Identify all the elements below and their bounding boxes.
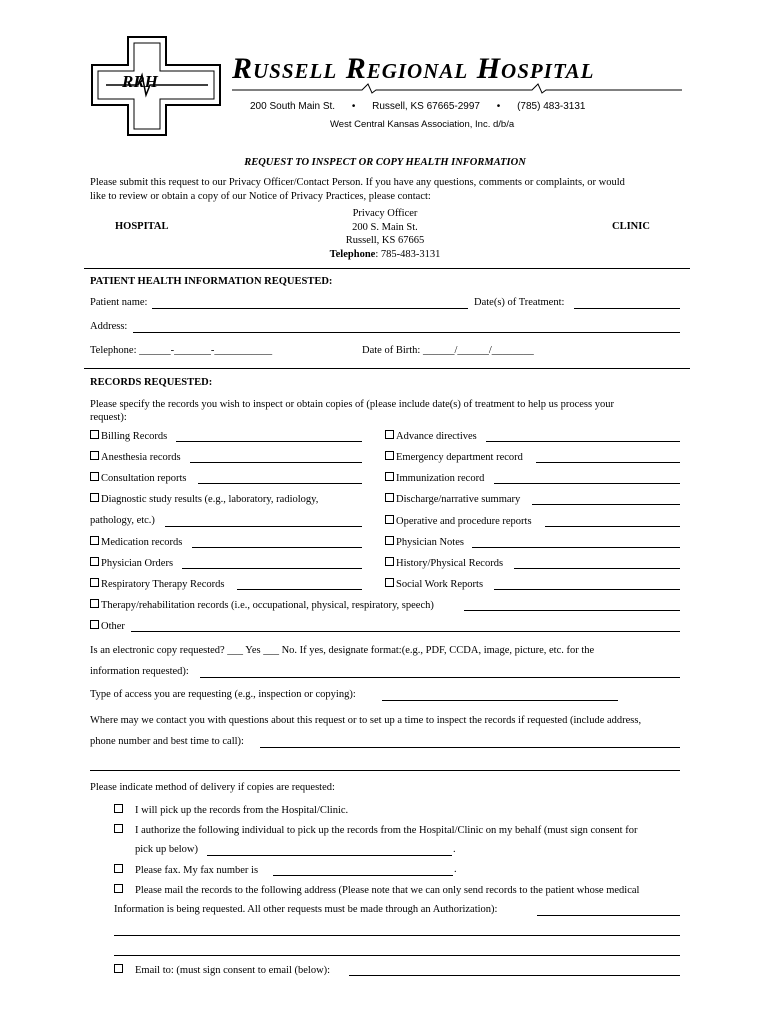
records-instructions-2: request): <box>90 412 127 423</box>
address-label: Address: <box>90 321 128 332</box>
contact-street: 200 S. Main St. <box>352 221 418 233</box>
patient-name-field[interactable] <box>152 308 468 309</box>
checkbox[interactable] <box>114 964 123 973</box>
checkbox[interactable] <box>385 578 394 587</box>
hospital-name: Russell Regional Hospital <box>232 52 595 85</box>
checkbox[interactable] <box>90 472 99 481</box>
access-type-label: Type of access you are requesting (e.g., inspection or copying): <box>90 689 356 700</box>
privacy-contact <box>285 207 485 261</box>
checkbox[interactable] <box>385 472 394 481</box>
intro-text-1: Please submit this request to our Privacy Officer/Contact Person. If you have any questions, comments or complaints, or would <box>90 177 625 188</box>
contact-title: Privacy Officer <box>352 208 418 219</box>
checkbox[interactable] <box>90 451 99 460</box>
records-heading: RECORDS REQUESTED: <box>90 377 213 388</box>
association-line: West Central Kansas Association, Inc. d/b/a <box>330 119 515 130</box>
logo-monogram: RRH <box>122 72 158 91</box>
contact-question-2: phone number and best time to call): <box>90 736 244 747</box>
heartbeat-line <box>232 82 682 94</box>
record-immunization[interactable]: Immunization record <box>385 472 484 484</box>
checkbox[interactable] <box>385 536 394 545</box>
checkbox[interactable] <box>114 824 123 833</box>
contact-question-1: Where may we contact you with questions about this request or to set up a time to inspect the records if requested (include address, <box>90 715 642 726</box>
checkbox[interactable] <box>90 620 99 629</box>
email-line[interactable] <box>349 975 680 976</box>
delivery-mail-cont: Information is being requested. All other requests must be made through an Authorization): <box>114 904 498 915</box>
mail-address-line-3[interactable] <box>114 955 680 956</box>
checkbox[interactable] <box>114 864 123 873</box>
record-discharge-line[interactable] <box>532 504 680 505</box>
checkbox[interactable] <box>90 578 99 587</box>
period: . <box>454 864 457 875</box>
record-medication[interactable]: Medication records <box>90 536 182 548</box>
delivery-heading: Please indicate method of delivery if copies are requested: <box>90 782 335 793</box>
checkbox[interactable] <box>385 493 394 502</box>
checkbox[interactable] <box>385 557 394 566</box>
telephone-field[interactable]: Telephone: ______-_______-___________ <box>90 345 273 356</box>
electronic-copy-question[interactable]: Is an electronic copy requested? ___ Yes ___ No. If yes, designate format:(e.g., PDF, CCDA, image, picture, etc. for the <box>90 645 595 656</box>
fax-number-line[interactable] <box>273 875 453 876</box>
record-diagnostic[interactable]: Diagnostic study results (e.g., laboratory, radiology, <box>90 493 318 505</box>
electronic-format-line[interactable] <box>200 677 680 678</box>
record-advance-directives-line[interactable] <box>486 441 680 442</box>
record-social-work-line[interactable] <box>494 589 680 590</box>
record-physician-orders[interactable]: Physician Orders <box>90 557 173 569</box>
checkbox[interactable] <box>90 536 99 545</box>
record-physician-orders-line[interactable] <box>182 568 362 569</box>
intro-text-2: like to review or obtain a copy of our Notice of Privacy Practices, please contact: <box>90 191 431 202</box>
checkbox[interactable] <box>90 557 99 566</box>
contact-city: Russell, KS 67665 <box>345 235 425 246</box>
record-physician-notes-line[interactable] <box>472 547 680 548</box>
access-type-line[interactable] <box>382 700 618 701</box>
hospital-logo <box>88 35 228 137</box>
authorize-name-line[interactable] <box>207 855 452 856</box>
record-consultation-line[interactable] <box>198 483 362 484</box>
record-diagnostic-cont: pathology, etc.) <box>90 515 155 526</box>
clinic-label: CLINIC <box>612 221 650 232</box>
dob-field[interactable]: Date of Birth: ______/______/________ <box>362 345 534 356</box>
record-emergency-line[interactable] <box>536 462 680 463</box>
record-history-line[interactable] <box>514 568 680 569</box>
divider <box>84 268 690 269</box>
delivery-mail[interactable]: Please mail the records to the following address (Please note that we can only send records to the patient whose medical <box>114 884 639 896</box>
checkbox[interactable] <box>90 430 99 439</box>
record-social-work[interactable]: Social Work Reports <box>385 578 483 590</box>
form-title: REQUEST TO INSPECT OR COPY HEALTH INFORMATION <box>244 157 526 168</box>
checkbox[interactable] <box>114 804 123 813</box>
divider <box>84 368 690 369</box>
delivery-pickup[interactable]: I will pick up the records from the Hospital/Clinic. <box>114 804 348 816</box>
record-immunization-line[interactable] <box>494 483 680 484</box>
record-physician-notes[interactable]: Physician Notes <box>385 536 464 548</box>
period: . <box>453 844 456 855</box>
record-other[interactable]: Other <box>90 620 125 632</box>
delivery-fax[interactable]: Please fax. My fax number is <box>114 864 258 876</box>
contact-phone: Telephone: 785-483-3131 <box>329 248 441 260</box>
treatment-dates-field[interactable] <box>574 308 680 309</box>
record-history[interactable]: History/Physical Records <box>385 557 503 569</box>
record-diagnostic-line[interactable] <box>165 526 362 527</box>
record-anesthesia[interactable]: Anesthesia records <box>90 451 181 463</box>
record-therapy[interactable]: Therapy/rehabilitation records (i.e., occupational, physical, respiratory, speech) <box>90 599 434 611</box>
record-operative-line[interactable] <box>545 526 680 527</box>
mail-address-line-1[interactable] <box>537 915 680 916</box>
record-medication-line[interactable] <box>192 547 362 548</box>
electronic-copy-question-cont: information requested): <box>90 666 189 677</box>
mail-address-line-2[interactable] <box>114 935 680 936</box>
hospital-address-line: 200 South Main St. • Russell, KS 67665-2997 • (785) 483-3131 <box>250 101 586 112</box>
record-anesthesia-line[interactable] <box>190 462 362 463</box>
hospital-label: HOSPITAL <box>115 221 169 232</box>
record-respiratory[interactable]: Respiratory Therapy Records <box>90 578 224 590</box>
record-billing[interactable]: Billing Records <box>90 430 167 442</box>
delivery-authorize-cont: pick up below) <box>135 844 198 855</box>
delivery-authorize[interactable]: I authorize the following individual to pick up the records from the Hospital/Clinic on my behalf (must sign consent for <box>114 824 637 836</box>
address-field[interactable] <box>133 332 680 333</box>
record-respiratory-line[interactable] <box>237 589 362 590</box>
checkbox[interactable] <box>385 430 394 439</box>
record-billing-line[interactable] <box>176 441 362 442</box>
record-emergency[interactable]: Emergency department record <box>385 451 523 463</box>
patient-heading: PATIENT HEALTH INFORMATION REQUESTED: <box>90 276 333 287</box>
checkbox[interactable] <box>90 599 99 608</box>
checkbox[interactable] <box>385 451 394 460</box>
records-instructions-1: Please specify the records you wish to inspect or obtain copies of (please include date(s) of treatment to help us process your <box>90 399 614 410</box>
contact-line-2[interactable] <box>90 770 680 771</box>
checkbox[interactable] <box>90 493 99 502</box>
contact-line-1[interactable] <box>260 747 680 748</box>
record-discharge[interactable]: Discharge/narrative summary <box>385 493 520 505</box>
checkbox[interactable] <box>385 515 394 524</box>
checkbox[interactable] <box>114 884 123 893</box>
treatment-dates-label: Date(s) of Treatment: <box>474 297 565 308</box>
record-operative[interactable]: Operative and procedure reports <box>385 515 532 527</box>
record-advance-directives[interactable]: Advance directives <box>385 430 477 442</box>
delivery-email[interactable]: Email to: (must sign consent to email (below): <box>114 964 330 976</box>
record-consultation[interactable]: Consultation reports <box>90 472 186 484</box>
patient-name-label: Patient name: <box>90 297 148 308</box>
record-therapy-line[interactable] <box>464 610 680 611</box>
record-other-line[interactable] <box>131 631 680 632</box>
